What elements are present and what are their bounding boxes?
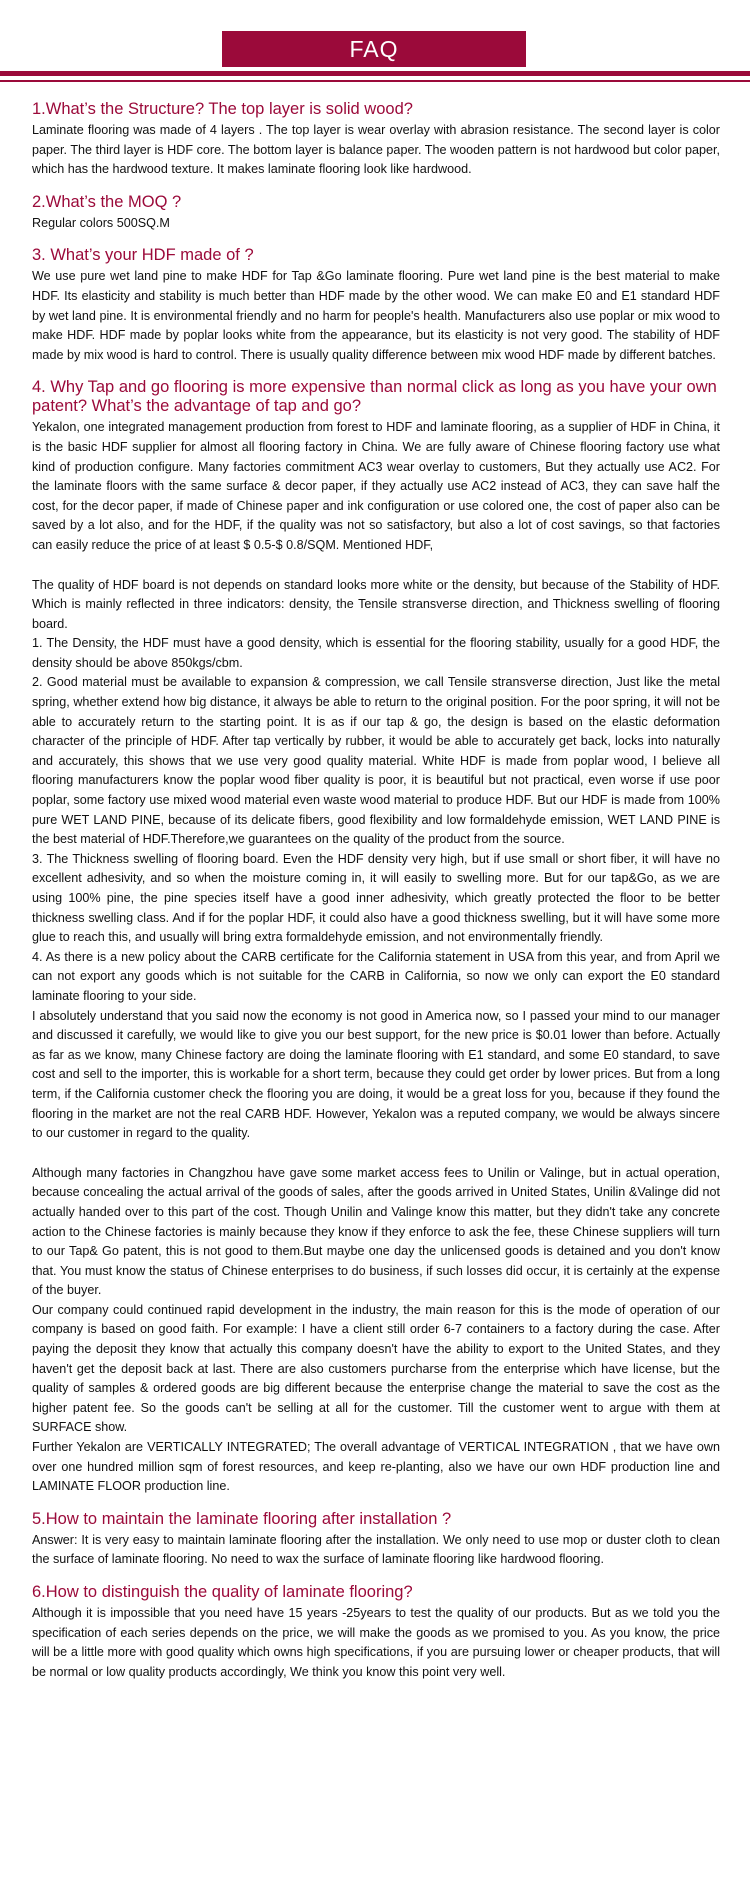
- faq-banner: FAQ: [222, 31, 526, 67]
- faq-item-5: [32, 1510, 720, 1570]
- faq-item-3: [32, 246, 720, 365]
- faq-question: 2.What’s the MOQ ?: [32, 192, 182, 211]
- header-divider-thin: [0, 80, 750, 82]
- faq-item-4: [32, 378, 720, 1496]
- faq-item-6: [32, 1583, 720, 1682]
- faq-answer: Our company could continued rapid development in the industry, the main reason for this is the mode of operation of our company is based on good faith. For example: I have a client still order 6-7 containers to a factory during the case. After paying the deposit they know that actually this company doesn't have the ability to export to the United States, and they haven't get the deposit back at last. There are also customers purcharse from the enterprise which have license, but the quality of samples & ordered goods are big different because the enterprise change the material to save the cost as the higher patent fee. So the goods can't be selling at all for the customer. Till the customer went to argue with them at SURFACE show.: [32, 1302, 720, 1435]
- faq-answer: 4. As there is a new policy about the CARB certificate for the California statement in USA from this year, and from April we can not export any goods which is not suitable for the CARB in California, so now we only can export the E0 standard laminate flooring to your side.: [32, 949, 720, 1003]
- faq-answer: 3. The Thickness swelling of flooring board. Even the HDF density very high, but if use small or short fiber, it will have no excellent adhesivity, and so when the moisture coming in, it will easily to swelling more. But for our tap&Go, as we are using 100% pine, the pine species itself have a good inner adhesivity, which greatly protected the floor to be better thickness swelling class. And if for the poplar HDF, it could also have a good thickness swelling, but it will have some more glue to reach this, and usually will bring extra formaldehyde emission, and not environmentally friendly.: [32, 851, 720, 945]
- faq-answer: Further Yekalon are VERTICALLY INTEGRATED; The overall advantage of VERTICAL INTEGRATION , that we have own over one hundred million sqm of forest resources, and keep re-planting, also we have our own HDF production line and LAMINATE FLOOR production line.: [32, 1440, 720, 1494]
- faq-item-2: [32, 193, 720, 234]
- faq-question: 4. Why Tap and go flooring is more expensive than normal click as long as you have your own patent? What’s the advantage of tap and go?: [32, 378, 717, 416]
- faq-question: 5.How to maintain the laminate flooring after installation ?: [32, 1509, 452, 1528]
- faq-item-1: [32, 100, 720, 180]
- faq-answer: 1. The Density, the HDF must have a good density, which is essential for the flooring stability, usually for a good HDF, the density should be above 850kgs/cbm.: [32, 636, 720, 670]
- faq-answer: I absolutely understand that you said now the economy is not good in America now, so I passed your mind to our manager and discussed it carefully, we would like to give you our best support, for the new price is $0.01 lower than before. Actually as far as we know, many Chinese factory are doing the laminate flooring with E1 standard, and some E0 standard, to save cost and sell to the importer, this is workable for a short term, because they could get order by lower prices. But from a long term, if the California customer check the flooring you are doing, it would be a great loss for you, because if they found the flooring in the market are not the real CARB HDF. However, Yekalon was a reputed company, we would be always sincere to our customer in regard to the quality.: [32, 1008, 720, 1141]
- faq-question: 1.What’s the Structure? The top layer is solid wood?: [32, 100, 413, 118]
- faq-answer: Laminate flooring was made of 4 layers . The top layer is wear overlay with abrasion resistance. The second layer is color paper. The third layer is HDF core. The bottom layer is balance paper. The wooden pattern is not hardwood but color paper, which has the hardwood texture. It makes laminate flooring look like hardwood.: [32, 123, 720, 177]
- header-divider-thick: [0, 71, 750, 76]
- faq-answer: Regular colors 500SQ.M: [32, 215, 170, 230]
- faq-answer: Although it is impossible that you need have 15 years -25years to test the quality of our products. But as we told you the specification of each series depends on the price, we will make the goods as we promised to you. As you know, the price will be a little more with good quality which owns high specifications, if you are pursuing lower or cheaper products, that will be normal or low quality products accordingly, We think you know this point very well.: [32, 1606, 720, 1679]
- faq-question: 6.How to distinguish the quality of laminate flooring?: [32, 1583, 413, 1601]
- faq-answer: We use pure wet land pine to make HDF for Tap &Go laminate flooring. Pure wet land pine is the best material to make HDF. Its elasticity and stability is much better than HDF made by the other wood. We can make E0 and E1 standard HDF by wet land pine. It is environmental friendly and no harm for people's health. Manufacturers also use poplar or mix wood to make HDF. HDF made by poplar looks white from the appearance, but its elasticity is not very good. The stability of HDF made by mix wood is hard to control. There is usually quality difference between mix wood HDF made by different batches.: [32, 269, 720, 362]
- faq-list: [32, 100, 720, 1695]
- faq-answer: The quality of HDF board is not depends on standard looks more white or the density, but because of the Stability of HDF. Which is mainly reflected in three indicators: density, the Tensile stransverse direction, and Thickness swelling of flooring board.: [32, 577, 720, 631]
- faq-answer: Answer: It is very easy to maintain laminate flooring after the installation. We only need to use mop or duster cloth to clean the surface of laminate flooring. No need to wax the surface of laminate flooring like hardwood flooring.: [32, 1532, 720, 1567]
- faq-question: 3. What’s your HDF made of ?: [32, 246, 254, 265]
- faq-answer: Yekalon, one integrated management production from forest to HDF and laminate flooring, as a supplier of HDF in China, it is the basic HDF supplier for almost all flooring factory in China. We are fully aware of Chinese flooring factory use what kind of production configure. Many factories commitment AC3 wear overlay to customers, But they actually use AC2. For the laminate floors with the same surface & decor paper, if they actually use AC2 instead of AC3, they can save half the cost, for the decor paper, if made of Chinese paper and ink configuration or use colored one, the cost of paper also can be saved by a lot also, and for the HDF, if the quality was not so satisfactory, but also a lot of cost savings, so that factories can easily reduce the price of at least $ 0.5-$ 0.8/SQM. Mentioned HDF,: [32, 420, 720, 552]
- faq-answer: Although many factories in Changzhou have gave some market access fees to Unilin or Valinge, but in actual operation, because concealing the actual arrival of the goods of sales, after the goods arrived in United States, Unilin &Valinge did not actually handed over to this part of the cost. Though Unilin and Valinge know this matter, but they didn't take any concrete action to the Chinese factories is mainly because they know if they enforce to ask the fee, these Chinese suppliers will turn to our Tap& Go patent, this is not good to them.But maybe one day the unlicensed goods is detained and you don't know that. You must know the status of Chinese enterprises to do business, if such losses did occur, it is certainly at the expense of the buyer.: [32, 1165, 720, 1298]
- faq-answer: 2. Good material must be available to expansion & compression, we call Tensile stransverse direction, Just like the metal spring, whether extend how big distance, it always be able to return to the original position. For the poor spring, it will not be able to accurately return to the starting point. It is as if our tap & go, the design is based on the elastic deformation character of the principle of HDF. After tap vertically by rubber, it would be able to accurately get back, locks into naturally and accurately, this shows that we use very good quality material. White HDF is made from poplar wood, I believe all flooring manufacturers know the poplar wood fiber quality is poor, it is beautiful but not practical, even worse if use poor poplar, some factory use mixed wood material even waste wood material to produce HDF. But our HDF is made from 100% pure WET LAND PINE, because of its delicate fibers, good flexibility and low formaldehyde emission, WET LAND PINE is the best material of HDF.Therefore,we guarantees on the quality of the product from the source.: [32, 675, 720, 847]
